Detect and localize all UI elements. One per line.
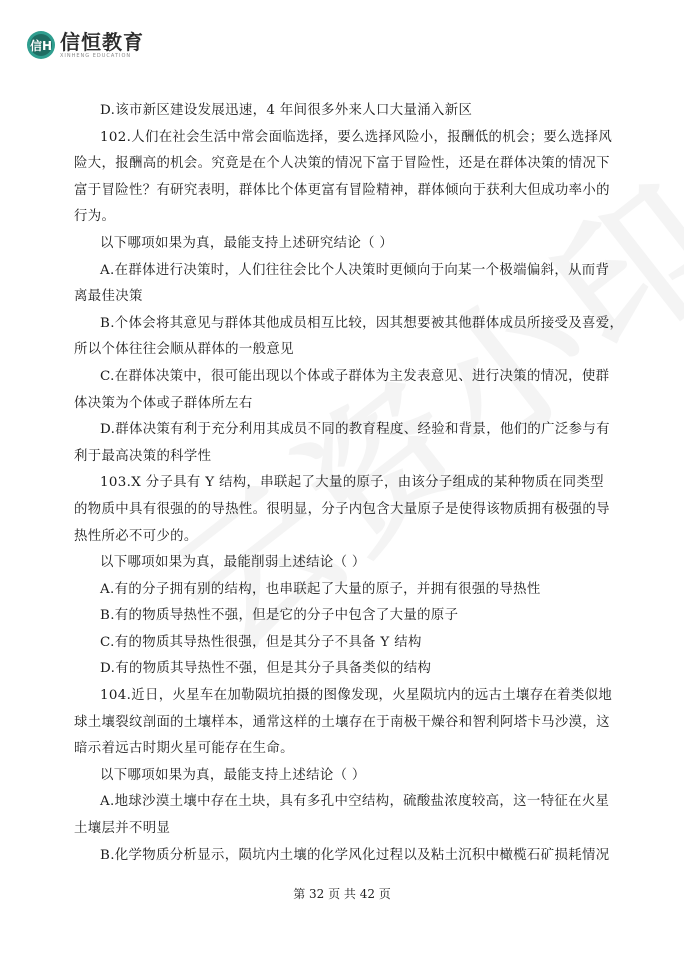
answer-option-line: D.群体决策有利于充分利用其成员不同的教育程度、经验和背景，他们的广泛参与有 bbox=[100, 422, 610, 438]
question-prompt-line: 以下哪项如果为真，最能支持上述结论（ ） bbox=[100, 767, 366, 783]
answer-option-line: C.在群体决策中，很可能出现以个体或子群体为主发表意见、进行决策的情况，使群 bbox=[100, 368, 610, 384]
question-stem-line: 102.人们在社会生活中常会面临选择，要么选择风险小，报酬低的机会；要么选择风 bbox=[100, 129, 613, 145]
text-continuation-line: 热性所必不可少的。 bbox=[74, 528, 198, 544]
question-stem-line: 103.X 分子具有 Y 结构，串联起了大量的原子，由该分子组成的某种物质在同类型 bbox=[100, 475, 604, 491]
text-continuation-line: 行为。 bbox=[74, 209, 116, 225]
text-continuation-line: 体决策为个体或子群体所左右 bbox=[74, 395, 253, 411]
answer-option-line: C.有的物质其导热性很强，但是其分子不具备 Y 结构 bbox=[100, 634, 422, 650]
document-body bbox=[74, 98, 624, 869]
question-prompt-line: 以下哪项如果为真，最能削弱上述结论（ ） bbox=[100, 555, 366, 571]
answer-option-line: A.有的分子拥有别的结构，也串联起了大量的原子，并拥有很强的导热性 bbox=[100, 581, 541, 597]
text-continuation-line: 土壤层并不明显 bbox=[74, 821, 171, 837]
brand-name: 信恒教育 bbox=[60, 29, 144, 54]
text-continuation-line: 富于冒险性？有研究表明，群体比个体更富有冒险精神，群体倾向于获利大但成功率小的 bbox=[74, 182, 610, 198]
text-continuation-line: 险大，报酬高的机会。究竟是在个人决策的情况下富于冒险性，还是在群体决策的情况下 bbox=[74, 156, 610, 172]
text-continuation-line: 所以个体往往会顺从群体的一般意见 bbox=[74, 342, 294, 358]
page-number: 第 32 页 共 42 页 bbox=[293, 887, 391, 901]
answer-option-line: A.地球沙漠土壤中存在土块，具有多孔中空结构，硫酸盐浓度较高，这一特征在火星 bbox=[100, 794, 610, 810]
answer-option-line: D.该市新区建设发展迅速，4 年间很多外来人口大量涌入新区 bbox=[100, 103, 473, 118]
logo-mark-icon bbox=[26, 30, 56, 60]
question-prompt-line: 以下哪项如果为真，最能支持上述研究结论（ ） bbox=[100, 235, 394, 251]
text-continuation-line: 暗示着远古时期火星可能存在生命。 bbox=[74, 741, 294, 757]
question-stem-line: 104.近日，火星车在加勒陨坑拍摄的图像发现，火星陨坑内的远古土壤存在着类似地 bbox=[100, 688, 613, 704]
answer-option-line: B.个体会将其意见与群体其他成员相互比较，因其想要被其他群体成员所接受及喜爱， bbox=[100, 315, 624, 331]
answer-option-line: B.化学物质分析显示，陨坑内土壤的化学风化过程以及粘土沉积中橄榄石矿损耗情况 bbox=[100, 847, 610, 863]
text-continuation-line: 离最佳决策 bbox=[74, 289, 143, 305]
svg-text:信H: 信H bbox=[29, 39, 53, 53]
brand-logo bbox=[26, 28, 144, 62]
text-continuation-line: 利于最高决策的科学性 bbox=[74, 448, 212, 464]
text-continuation-line: 的物质中具有很强的的导热性。很明显，分子内包含大量原子是使得该物质拥有极强的导 bbox=[74, 501, 610, 517]
brand-subtitle: XINHENG EDUCATION bbox=[60, 52, 132, 59]
answer-option-line: D.有的物质其导热性不强，但是其分子具备类似的结构 bbox=[100, 661, 432, 677]
answer-option-line: A.在群体进行决策时，人们往往会比个人决策时更倾向于向某一个极端偏斜，从而背 bbox=[100, 262, 610, 278]
answer-option-line: B.有的物质导热性不强，但是它的分子中包含了大量的原子 bbox=[100, 608, 459, 624]
text-continuation-line: 球土壤裂纹剖面的土壤样本，通常这样的土壤存在于南极干燥谷和智利阿塔卡马沙漠，这 bbox=[74, 714, 610, 730]
